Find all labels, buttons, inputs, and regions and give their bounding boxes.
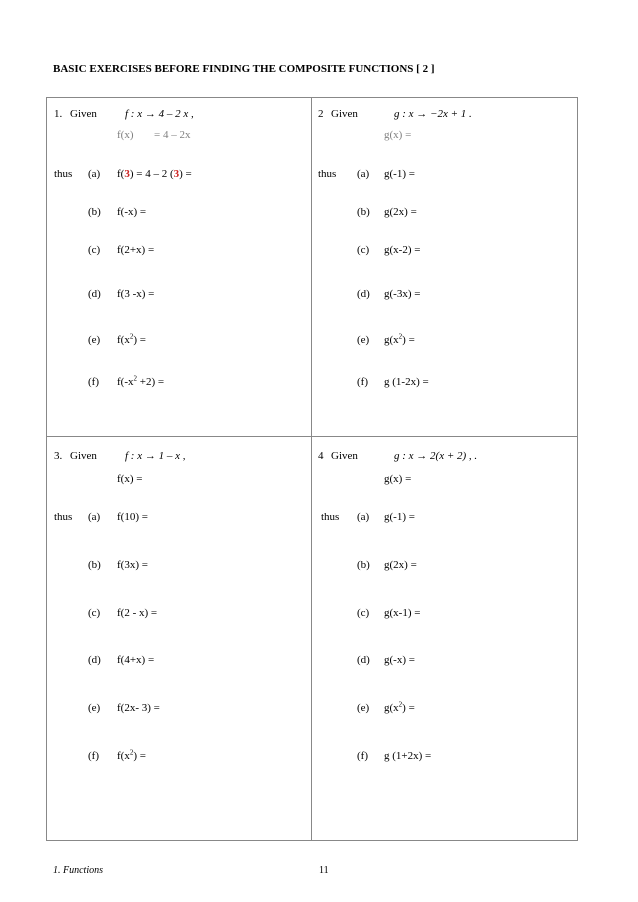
q1-a-mid: ) = 4 – 2 ( (129, 168, 174, 180)
q3-b-expression: f(3x) = (117, 559, 148, 571)
q3-formula: f(x) = (117, 473, 143, 485)
q3-b-label: (b) (88, 559, 101, 571)
q2-e-label: (e) (357, 334, 370, 346)
q3-f-pre: f(x (117, 750, 130, 762)
q1-thus: thus (54, 168, 73, 180)
q1-f-expression (117, 376, 164, 388)
q4-e-exponent: 2 (398, 700, 403, 709)
q3-number: 3. (54, 450, 63, 462)
q4-function: g : x → 2(x + 2) , . (394, 450, 478, 462)
q2-number: 2 (318, 108, 324, 120)
q2-f-expression: g (1-2x) = (384, 376, 429, 388)
q4-c-label: (c) (357, 607, 370, 619)
q2-d-label: (d) (357, 288, 370, 300)
q2-a-label: (a) (357, 168, 370, 180)
q4-e-pre: g(x (384, 702, 399, 714)
q2-c-expression: g(x-2) = (384, 244, 421, 256)
q4-e-post: ) = (402, 702, 415, 714)
q4-e-label: (e) (357, 702, 370, 714)
q4-b-label: (b) (357, 559, 370, 571)
q1-d-expression: f(3 -x) = (117, 288, 155, 300)
q1-e-exponent: 2 (129, 332, 134, 341)
q3-a-label: (a) (88, 511, 101, 523)
q2-e-pre: g(x (384, 334, 399, 346)
q3-e-expression: f(2x- 3) = (117, 702, 160, 714)
q1-formula-lhs: f(x) (117, 129, 134, 141)
q1-formula-rhs: = 4 – 2x (154, 129, 191, 141)
q4-f-expression: g (1+2x) = (384, 750, 432, 762)
q4-a-label: (a) (357, 511, 370, 523)
q3-c-expression: f(2 - x) = (117, 607, 158, 619)
q4-b-expression: g(2x) = (384, 559, 417, 571)
q3-a-expression: f(10) = (117, 511, 148, 523)
footer-chapter: 1. Functions (53, 865, 103, 876)
q4-a-expression: g(-1) = (384, 511, 415, 523)
q2-a-expression: g(-1) = (384, 168, 415, 180)
q1-f-pre: f(-x (117, 376, 134, 388)
q4-c-expression: g(x-1) = (384, 607, 421, 619)
q2-b-expression: g(2x) = (384, 206, 417, 218)
q2-d-expression: g(-3x) = (384, 288, 421, 300)
q2-f-label: (f) (357, 376, 368, 388)
q1-f-label: (f) (88, 376, 99, 388)
q4-e-expression (384, 702, 415, 714)
q2-thus: thus (318, 168, 337, 180)
q2-formula: g(x) = (384, 129, 412, 141)
q1-function-def: f : x → 4 – 2 x (125, 108, 189, 120)
q2-c-label: (c) (357, 244, 370, 256)
q3-f-post: ) = (133, 750, 146, 762)
exercise-grid (46, 97, 578, 841)
q1-f-post: +2) = (137, 376, 165, 388)
q4-formula: g(x) = (384, 473, 412, 485)
q1-a-pre: f( (117, 168, 125, 180)
q2-b-label: (b) (357, 206, 370, 218)
q4-d-expression: g(-x) = (384, 654, 415, 666)
q1-c-label: (c) (88, 244, 101, 256)
q3-e-label: (e) (88, 702, 101, 714)
q2-e-expression (384, 334, 415, 346)
q3-f-exponent: 2 (129, 748, 134, 757)
q1-b-label: (b) (88, 206, 101, 218)
q3-function: f : x → 1 – x , (125, 450, 186, 462)
q1-b-expression: f(-x) = (117, 206, 147, 218)
q3-d-label: (d) (88, 654, 101, 666)
q3-f-label: (f) (88, 750, 99, 762)
q4-thus: thus (321, 511, 340, 523)
page-number: 11 (319, 865, 329, 876)
q2-e-exponent: 2 (398, 332, 403, 341)
q1-d-label: (d) (88, 288, 101, 300)
q4-f-label: (f) (357, 750, 368, 762)
q3-thus: thus (54, 511, 73, 523)
q1-a-post: ) = (179, 168, 192, 180)
q1-a-value-2: 3 (173, 168, 180, 180)
q2-e-post: ) = (402, 334, 415, 346)
q1-e-pre: f(x (117, 334, 130, 346)
q1-a-expression (117, 168, 192, 180)
q4-d-label: (d) (357, 654, 370, 666)
row-divider (47, 436, 577, 437)
q1-f-exponent: 2 (133, 374, 137, 383)
q1-e-label: (e) (88, 334, 101, 346)
q3-d-expression: f(4+x) = (117, 654, 155, 666)
q1-given: Given (70, 108, 97, 120)
q1-e-post: ) = (133, 334, 146, 346)
q1-c-expression: f(2+x) = (117, 244, 155, 256)
q1-e-expression (117, 334, 146, 346)
q1-number: 1. (54, 108, 63, 120)
q4-number: 4 (318, 450, 324, 462)
q1-function-tail: , (188, 108, 194, 120)
q3-c-label: (c) (88, 607, 101, 619)
worksheet-title: BASIC EXERCISES BEFORE FINDING THE COMPOSITE FUNCTIONS [ 2 ] (53, 63, 435, 75)
q1-a-label: (a) (88, 168, 101, 180)
q2-given: Given (331, 108, 358, 120)
q3-given: Given (70, 450, 97, 462)
column-divider (311, 98, 312, 840)
q2-function: g : x → −2x + 1 . (394, 108, 472, 120)
q1-function (125, 108, 194, 120)
q3-f-expression (117, 750, 146, 762)
q1-a-value: 3 (124, 168, 130, 180)
q4-given: Given (331, 450, 358, 462)
